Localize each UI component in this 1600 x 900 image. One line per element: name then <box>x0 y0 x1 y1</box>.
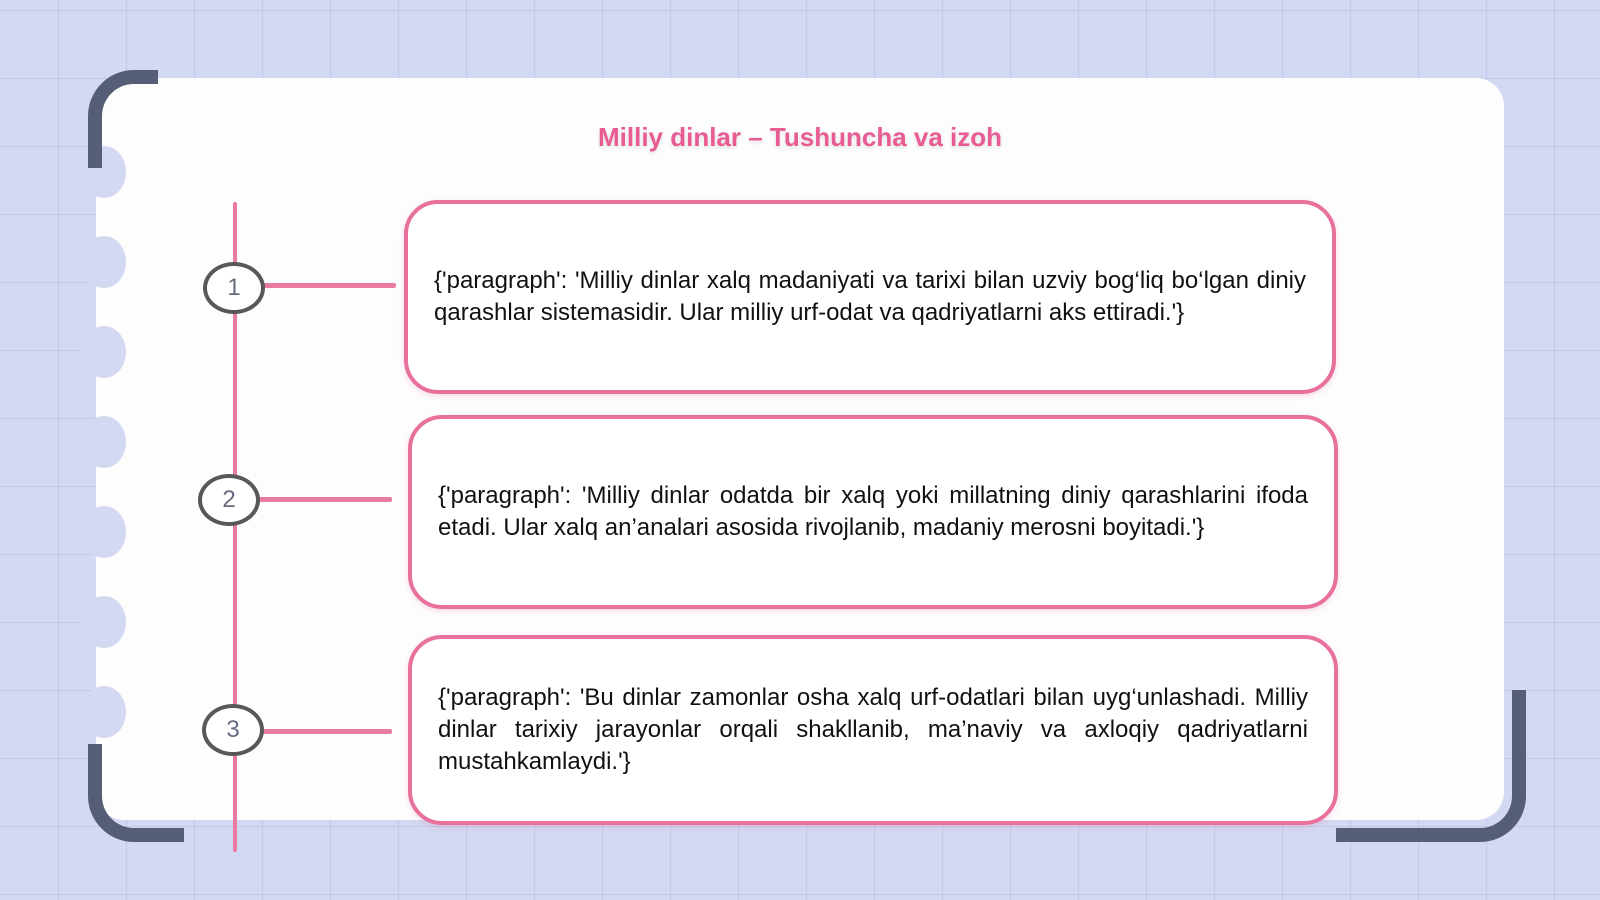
card-paragraph: {'paragraph': 'Milliy dinlar xalq madaniyati va tarixi bilan uzviy bog‘liq bo‘lgan diniy qarashlar sistemasidir. Ular milliy urf-odat va qadriyatlarni aks ettiradi.'} <box>434 267 1306 326</box>
card-paragraph: {'paragraph': 'Milliy dinlar odatda bir xalq yoki millatning diniy qarashlarini ifoda etadi. Ular xalq an’analari asosida rivojlanib, madaniy merosni boyitadi.'} <box>438 482 1308 541</box>
corner-bracket-bottom-right <box>1336 690 1526 842</box>
timeline-marker-2 <box>198 474 260 526</box>
corner-bracket-top-left <box>88 70 158 168</box>
timeline-connector-1 <box>262 283 396 288</box>
timeline-marker-number: 1 <box>227 274 241 301</box>
timeline-marker-3 <box>202 704 264 756</box>
timeline-marker-number: 3 <box>226 716 240 743</box>
timeline-card-2 <box>408 415 1338 609</box>
timeline-connector-2 <box>258 497 392 502</box>
paper-scallop <box>82 596 126 648</box>
paper-scallop <box>82 506 126 558</box>
paper-scallop <box>82 686 126 738</box>
paper-scallop <box>82 326 126 378</box>
timeline-connector-3 <box>262 729 392 734</box>
card-paragraph: {'paragraph': 'Bu dinlar zamonlar osha xalq urf-odatlari bilan uyg‘unlashadi. Milliy dinlar tarixiy jarayonlar orqali shakllanib, ma’naviy va axloqiy qadriyatlarni mustahkamlaydi.'} <box>438 684 1308 775</box>
corner-bracket-bottom-left <box>88 744 184 842</box>
paper-scallop <box>82 236 126 288</box>
timeline-marker-1 <box>203 262 265 314</box>
paper-scallop <box>82 416 126 468</box>
slide-title: Milliy dinlar – Tushuncha va izoh <box>597 122 1003 152</box>
timeline-marker-number: 2 <box>222 486 236 513</box>
timeline-card-3 <box>408 635 1338 825</box>
timeline-card-1 <box>404 200 1336 394</box>
